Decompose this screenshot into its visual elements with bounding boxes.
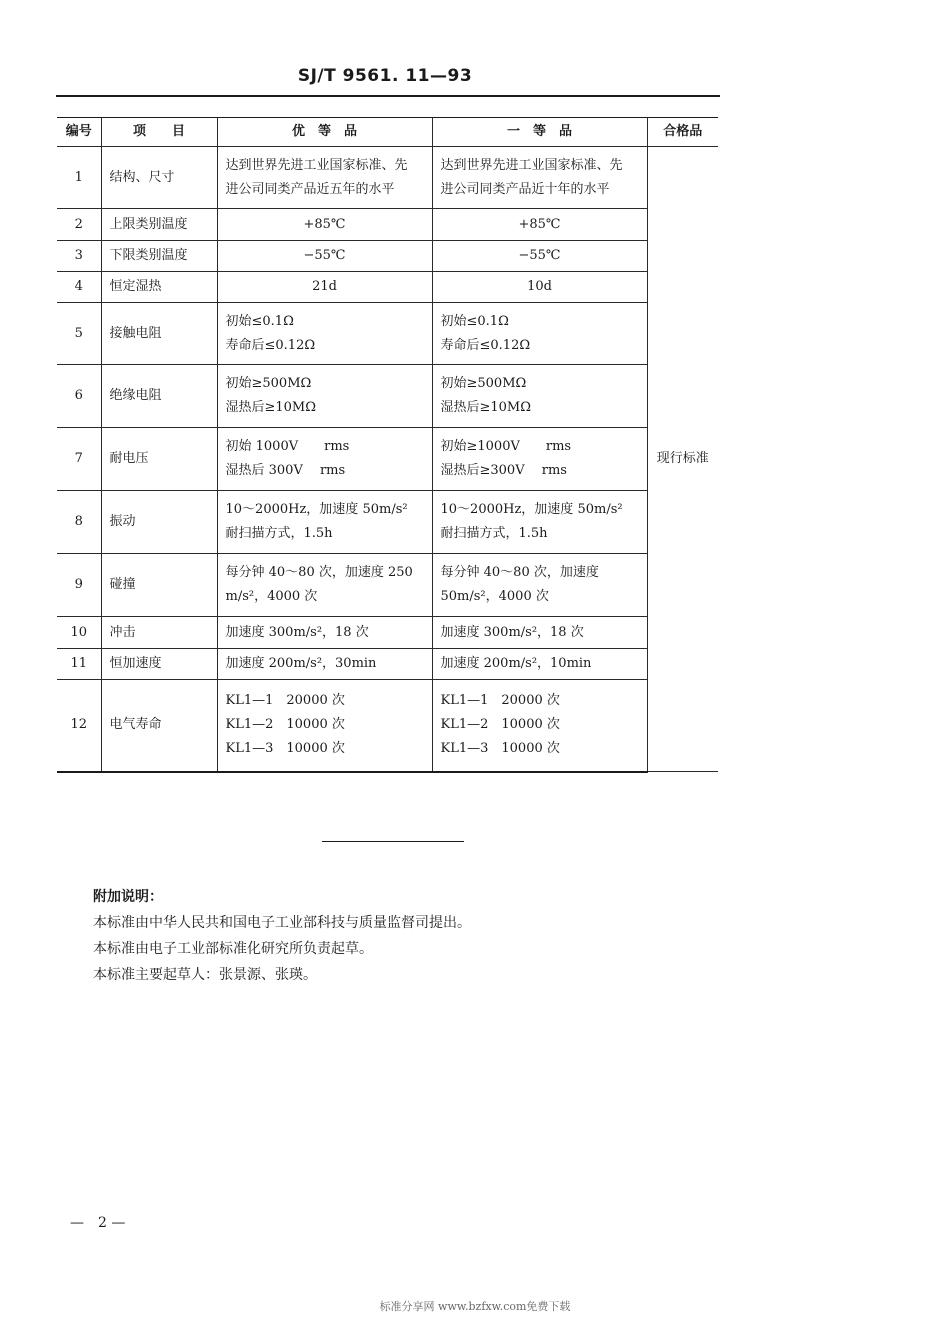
premium-line: 进公司同类产品近五年的水平 — [225, 181, 395, 197]
table-row — [57, 147, 718, 209]
first-class-line: 初始≥1000V rms — [440, 439, 572, 454]
premium-line: 湿热后≥10MΩ — [225, 400, 317, 415]
table-row — [57, 303, 718, 365]
row-item: 上限类别温度 — [101, 209, 217, 241]
premium-line: KL1—3 10000 次 — [225, 741, 345, 757]
first-class-line: 湿热后≥300V rms — [440, 463, 567, 478]
header-first-class: 一 等 品 — [432, 118, 647, 147]
premium-line: 湿热后 300V rms — [225, 463, 346, 478]
premium-line: 10～2000Hz，加速度 50m/s² — [225, 502, 408, 517]
first-class-line: 每分钟 40～80 次，加速度 — [440, 565, 599, 580]
premium-line: KL1—2 10000 次 — [225, 717, 345, 733]
table-row — [57, 241, 718, 272]
row-item: 结构、尺寸 — [101, 147, 217, 209]
first-class-line: 达到世界先进工业国家标准、先 — [440, 157, 623, 173]
row-premium — [217, 680, 432, 772]
row-first-class — [432, 147, 647, 209]
page-number: — 2 — — [70, 1215, 126, 1231]
first-class-line: 10～2000Hz，加速度 50m/s² — [440, 502, 623, 517]
row-no: 8 — [57, 491, 101, 554]
premium-line: 耐扫描方式，1.5h — [225, 526, 333, 541]
first-class-line: 50m/s²，4000 次 — [440, 589, 549, 604]
row-no: 10 — [57, 617, 101, 649]
premium-line: 初始 1000V rms — [225, 439, 350, 454]
first-class-line: 湿热后≥10MΩ — [440, 400, 532, 415]
table-row — [57, 272, 718, 303]
row-item: 下限类别温度 — [101, 241, 217, 272]
row-no: 12 — [57, 680, 101, 772]
end-rule — [322, 841, 464, 842]
header-item: 项 目 — [101, 118, 217, 147]
row-premium — [217, 303, 432, 365]
table-row — [57, 209, 718, 241]
row-no: 4 — [57, 272, 101, 303]
row-no: 5 — [57, 303, 101, 365]
row-premium — [217, 554, 432, 617]
row-first-class: +85℃ — [432, 209, 647, 241]
row-premium — [217, 491, 432, 554]
table-row — [57, 428, 718, 491]
header-qualified: 合格品 — [647, 118, 718, 147]
row-premium: 加速度 300m/s²，18 次 — [217, 617, 432, 649]
row-item: 恒加速度 — [101, 649, 217, 680]
premium-line: 达到世界先进工业国家标准、先 — [225, 157, 408, 173]
table-row — [57, 554, 718, 617]
table-header-row — [57, 118, 718, 147]
footer-watermark: 标准分享网 www.bzfxw.com免费下载 — [379, 1300, 571, 1313]
header-no: 编号 — [57, 118, 101, 147]
specification-table — [57, 117, 718, 773]
notes-line: 本标准由电子工业部标准化研究所负责起草。 — [93, 941, 373, 957]
document-code: SJ/T 9561. 11—93 — [297, 66, 473, 86]
row-item: 冲击 — [101, 617, 217, 649]
table-row — [57, 617, 718, 649]
row-item: 耐电压 — [101, 428, 217, 491]
table-row — [57, 649, 718, 680]
header-rule — [56, 95, 720, 97]
row-premium — [217, 365, 432, 428]
header-premium: 优 等 品 — [217, 118, 432, 147]
premium-line: 寿命后≤0.12Ω — [225, 337, 316, 353]
notes-line: 本标准主要起草人：张景源、张瑛。 — [93, 967, 317, 983]
first-class-line: KL1—3 10000 次 — [440, 741, 560, 757]
row-item: 电气寿命 — [101, 680, 217, 772]
row-first-class: 10d — [432, 272, 647, 303]
first-class-line: 寿命后≤0.12Ω — [440, 337, 531, 353]
row-first-class — [432, 303, 647, 365]
premium-line: m/s²，4000 次 — [225, 589, 318, 604]
first-class-line: 初始≤0.1Ω — [440, 313, 509, 329]
row-premium: 加速度 200m/s²，30min — [217, 649, 432, 680]
first-class-line: 初始≥500MΩ — [440, 376, 527, 391]
row-premium — [217, 147, 432, 209]
row-first-class: 加速度 200m/s²，10min — [432, 649, 647, 680]
table-row — [57, 365, 718, 428]
row-no: 3 — [57, 241, 101, 272]
row-first-class: −55℃ — [432, 241, 647, 272]
row-item: 绝缘电阻 — [101, 365, 217, 428]
row-first-class — [432, 491, 647, 554]
additional-notes — [93, 884, 471, 988]
row-premium: +85℃ — [217, 209, 432, 241]
row-first-class — [432, 428, 647, 491]
first-class-line: KL1—1 20000 次 — [440, 693, 560, 709]
row-item: 振动 — [101, 491, 217, 554]
row-no: 1 — [57, 147, 101, 209]
notes-title: 附加说明： — [93, 889, 163, 905]
row-no: 6 — [57, 365, 101, 428]
row-item: 接触电阻 — [101, 303, 217, 365]
row-first-class — [432, 680, 647, 772]
row-item: 碰撞 — [101, 554, 217, 617]
row-no: 7 — [57, 428, 101, 491]
row-premium — [217, 428, 432, 491]
qualified-cell: 现行标准 — [647, 147, 718, 772]
row-first-class — [432, 365, 647, 428]
row-item: 恒定湿热 — [101, 272, 217, 303]
row-no: 2 — [57, 209, 101, 241]
premium-line: KL1—1 20000 次 — [225, 693, 345, 709]
row-premium: 21d — [217, 272, 432, 303]
first-class-line: KL1—2 10000 次 — [440, 717, 560, 733]
first-class-line: 进公司同类产品近十年的水平 — [440, 181, 610, 197]
premium-line: 每分钟 40～80 次，加速度 250 — [225, 565, 413, 580]
row-no: 9 — [57, 554, 101, 617]
row-first-class: 加速度 300m/s²，18 次 — [432, 617, 647, 649]
table-row — [57, 491, 718, 554]
row-premium: −55℃ — [217, 241, 432, 272]
notes-line: 本标准由中华人民共和国电子工业部科技与质量监督司提出。 — [93, 915, 471, 931]
premium-line: 初始≥500MΩ — [225, 376, 312, 391]
row-no: 11 — [57, 649, 101, 680]
row-first-class — [432, 554, 647, 617]
first-class-line: 耐扫描方式，1.5h — [440, 526, 548, 541]
table-row — [57, 680, 718, 772]
premium-line: 初始≤0.1Ω — [225, 313, 294, 329]
